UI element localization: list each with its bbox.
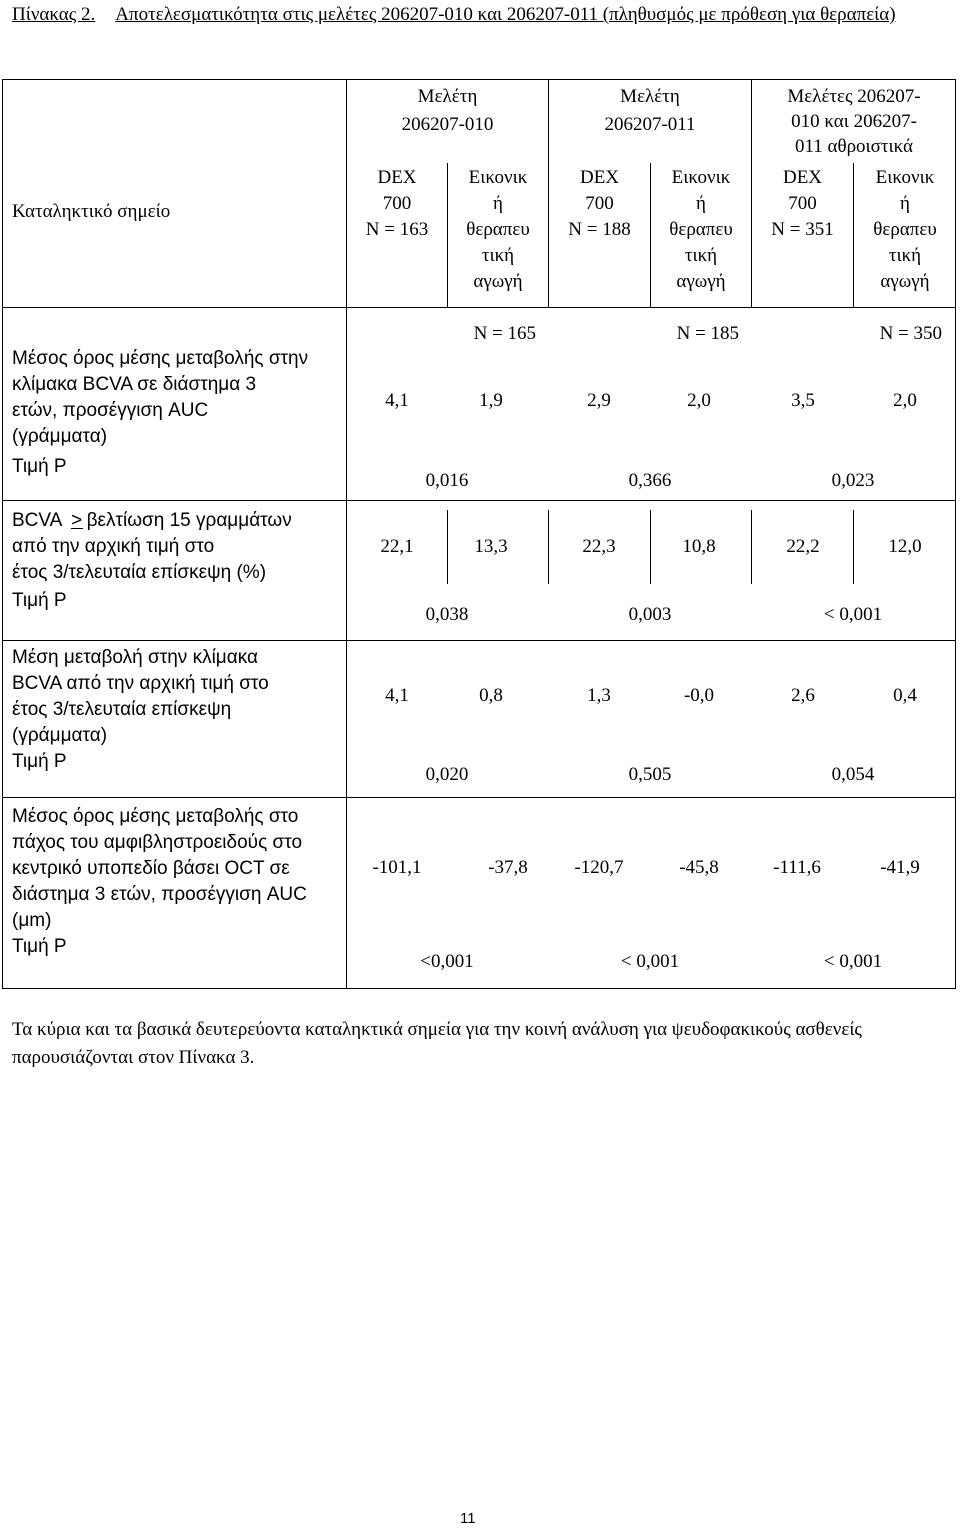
endpoint-row3-line2: BCVA από την αρχική τιμή στο bbox=[12, 673, 269, 694]
value-cell: -41,9 bbox=[880, 857, 920, 878]
sham-011-n: N = 185 bbox=[676, 323, 739, 344]
p-label-row3: Τιμή P bbox=[12, 751, 67, 772]
dex-011-n: N = 188 bbox=[568, 219, 631, 240]
col-divider bbox=[650, 510, 651, 584]
p-label-row4: Τιμή P bbox=[12, 936, 67, 957]
value-cell: 3,5 bbox=[791, 390, 815, 411]
pooled-title-line1: Μελέτες 206207- bbox=[787, 86, 921, 107]
sham-010-label-1: Εικονικ bbox=[468, 167, 528, 188]
value-cell: 2,9 bbox=[587, 390, 611, 411]
endpoint-row1-line4: (γράμματα) bbox=[12, 426, 108, 447]
p-label-row2: Τιμή P bbox=[12, 590, 67, 611]
value-cell: 10,8 bbox=[682, 536, 716, 557]
dex-pooled-label: DEX bbox=[782, 167, 823, 188]
endpoint-header: Καταληκτικό σημείο bbox=[12, 201, 171, 222]
sham-011-label-2: ή bbox=[696, 193, 706, 214]
dex-010-dose: 700 bbox=[382, 193, 412, 214]
p-value-cell: 0,020 bbox=[425, 764, 469, 785]
endpoint-row4-line5: (μm) bbox=[12, 910, 52, 931]
footnote-paragraph: Τα κύρια και τα βασικά δευτερεύοντα καταληκτικά σημεία για την κοινή ανάλυση για ψευδοφακικούς ασθενείς παρουσιάζονται στον Πίνακα 3. bbox=[12, 1019, 862, 1068]
sham-pooled-n: N = 350 bbox=[879, 323, 942, 344]
value-cell: 2,0 bbox=[893, 390, 917, 411]
dex-011-label: DEX bbox=[579, 167, 620, 188]
sham-010-n: N = 165 bbox=[473, 323, 536, 344]
table-caption bbox=[12, 0, 942, 30]
p-value-cell: < 0,001 bbox=[620, 951, 680, 972]
value-cell: 12,0 bbox=[888, 536, 922, 557]
dex-pooled-dose: 700 bbox=[788, 193, 817, 214]
p-value-cell: 0,003 bbox=[628, 604, 672, 625]
endpoint-row4-line2: πάχος του αμφιβληστροειδούς στο bbox=[12, 832, 303, 853]
endpoint-row2-line3: έτος 3/τελευταία επίσκεψη (%) bbox=[12, 562, 267, 583]
value-cell: 4,1 bbox=[385, 390, 409, 411]
value-cell: 0,4 bbox=[893, 685, 917, 706]
table-title: Αποτελεσματικότητα στις μελέτες 206207-010 και 206207-011 (πληθυσμός με πρόθεση για θεραπεία) bbox=[115, 4, 896, 25]
row-divider bbox=[2, 640, 956, 641]
value-cell: -111,6 bbox=[773, 857, 821, 878]
row-divider bbox=[2, 307, 956, 308]
p-label-row1: Τιμή P bbox=[12, 456, 67, 477]
sham-pooled-label-4: τική bbox=[888, 245, 922, 266]
p-value-cell: 0,038 bbox=[425, 604, 469, 625]
sham-pooled-label-1: Εικονικ bbox=[875, 167, 935, 188]
value-cell: -45,8 bbox=[679, 857, 719, 878]
value-cell: 22,2 bbox=[786, 536, 820, 557]
p-value-cell: 0,366 bbox=[628, 470, 672, 491]
value-cell: 22,1 bbox=[380, 536, 414, 557]
value-cell: 22,3 bbox=[582, 536, 616, 557]
endpoint-row2-line1-rest: βελτίωση 15 γραμμάτων bbox=[86, 510, 292, 531]
p-value-cell: 0,023 bbox=[831, 470, 875, 491]
sham-010-label-3: θεραπευ bbox=[466, 219, 530, 240]
endpoint-row2-line2: από την αρχική τιμή στο bbox=[12, 536, 215, 557]
value-cell: 4,1 bbox=[385, 685, 409, 706]
col-divider bbox=[548, 510, 549, 584]
p-value-cell: <0,001 bbox=[420, 951, 474, 972]
study-011-title-line2: 206207-011 bbox=[604, 114, 696, 135]
endpoint-row2-line1: BCVA > βελτίωση 15 γραμμάτων bbox=[12, 510, 292, 531]
value-cell: 1,9 bbox=[479, 390, 503, 411]
sham-011-label-4: τική bbox=[684, 245, 718, 266]
p-value-cell: < 0,001 bbox=[823, 951, 883, 972]
study-010-title-line1: Μελέτη bbox=[417, 86, 478, 107]
table-label: Πίνακας 2. bbox=[12, 4, 96, 25]
value-cell: 13,3 bbox=[474, 536, 508, 557]
sham-010-label-5: αγωγή bbox=[473, 271, 523, 292]
p-value-cell: 0,505 bbox=[628, 764, 672, 785]
sham-011-label-1: Εικονικ bbox=[671, 167, 731, 188]
dex-010-label: DEX bbox=[377, 167, 417, 188]
sham-010-label-2: ή bbox=[493, 193, 503, 214]
p-value-cell: 0,054 bbox=[831, 764, 875, 785]
col-divider bbox=[751, 510, 752, 584]
page-number: 11 bbox=[460, 1510, 476, 1527]
sham-pooled-label-2: ή bbox=[900, 193, 910, 214]
value-cell: -120,7 bbox=[574, 857, 624, 878]
study-011-title-line1: Μελέτη bbox=[620, 86, 680, 107]
endpoint-row1-line3: ετών, προσέγγιση AUC bbox=[12, 400, 209, 421]
col-divider bbox=[853, 510, 854, 584]
sham-pooled-label-3: θεραπευ bbox=[873, 219, 937, 240]
endpoint-row3-line3: έτος 3/τελευταία επίσκεψη bbox=[12, 699, 232, 720]
row-divider bbox=[2, 797, 956, 798]
endpoint-row4-line1: Μέσος όρος μέσης μεταβολής στο bbox=[12, 806, 299, 827]
value-cell: -101,1 bbox=[372, 857, 422, 878]
value-cell: 1,3 bbox=[587, 685, 611, 706]
dex-010-n: N = 163 bbox=[365, 219, 429, 240]
value-cell: 2,6 bbox=[791, 685, 815, 706]
sham-011-label-5: αγωγή bbox=[676, 271, 726, 292]
endpoint-row1-line2: κλίμακα BCVA σε διάστημα 3 bbox=[12, 374, 257, 395]
value-cell: -0,0 bbox=[683, 685, 715, 706]
pooled-title-line2: 010 και 206207- bbox=[791, 111, 917, 132]
study-010-title-line2: 206207-010 bbox=[401, 114, 494, 135]
value-cell: -37,8 bbox=[488, 857, 528, 878]
dex-pooled-n: N = 351 bbox=[771, 219, 834, 240]
p-value-cell: < 0,001 bbox=[823, 604, 883, 625]
endpoint-row4-line4: διάστημα 3 ετών, προσέγγιση AUC bbox=[12, 884, 307, 905]
endpoint-row3-line1: Μέση μεταβολή στην κλίμακα bbox=[12, 647, 258, 668]
endpoint-row1-line1: Μέσος όρος μέσης μεταβολής στην bbox=[12, 348, 309, 369]
value-cell: 0,8 bbox=[479, 685, 503, 706]
sham-pooled-label-5: αγωγή bbox=[880, 271, 930, 292]
dex-011-dose: 700 bbox=[585, 193, 614, 214]
endpoint-row3-line4: (γράμματα) bbox=[12, 725, 108, 746]
row-divider bbox=[2, 500, 956, 501]
pooled-title-line3: 011 αθροιστικά bbox=[794, 136, 914, 157]
sham-010-label-4: τική bbox=[481, 245, 515, 266]
value-cell: 2,0 bbox=[687, 390, 711, 411]
sham-011-label-3: θεραπευ bbox=[669, 219, 733, 240]
endpoint-row4-line3: κεντρικό υποπεδίο βάσει OCT σε bbox=[12, 858, 290, 879]
p-value-cell: 0,016 bbox=[425, 470, 469, 491]
